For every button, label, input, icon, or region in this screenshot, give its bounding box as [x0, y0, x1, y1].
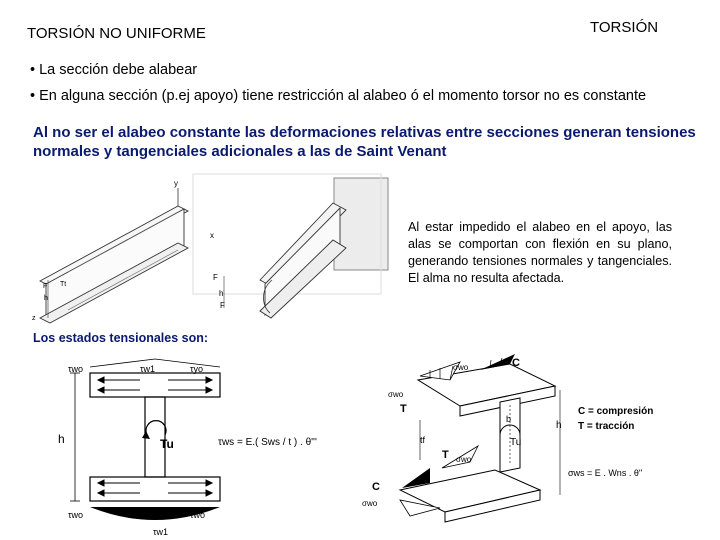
shear-formula: τws = E.( Sws / t ) . θ'''	[218, 437, 317, 448]
label-tf: tf	[420, 435, 426, 445]
header-right-title: TORSIÓN	[590, 19, 659, 36]
label-z: z	[32, 315, 36, 322]
bullet-alabeo: • La sección debe alabear	[30, 62, 198, 78]
label-F: F	[213, 273, 218, 282]
label-T-mid: T	[442, 449, 449, 461]
top-flange	[90, 373, 220, 397]
header-left-title: TORSIÓN NO UNIFORME	[27, 25, 206, 42]
label-f: F	[220, 301, 225, 310]
label-C-bot: C	[372, 481, 380, 493]
label-b: b	[506, 414, 512, 424]
label-h: h	[58, 432, 65, 446]
label-F-left: F	[43, 283, 48, 290]
label-h-left: h	[44, 295, 48, 302]
side-note: Al estar impedido el alabeo en el apoyo, las alas se comportan con flexión en su plano, generando tensiones normales y tangenciales. El alma no resulta afectada.	[408, 220, 672, 285]
label-tau-wo-top: τwo	[68, 364, 84, 374]
highlight-paragraph: Al no ser el alabeo constante las deformaciones relativas entre secciones generan tensiones normales y tangenciales adicionales a las de Saint Venant	[33, 124, 696, 160]
bottom-flange	[90, 477, 220, 501]
label-tau-wo-bot: τwo	[68, 510, 84, 520]
label-h: h	[219, 289, 224, 298]
axis-y-label: y	[174, 179, 178, 188]
label-Tu: Tu	[510, 437, 522, 448]
label-sigma-wo-top: σwo	[453, 363, 469, 372]
normal-stress-diagram	[360, 350, 716, 538]
label-h: h	[556, 420, 562, 431]
bullet-restriccion: • En alguna sección (p.ej apoyo) tiene restricción al alabeo ó el momento torsor no es constante	[30, 88, 647, 104]
label-T-top: T	[400, 403, 407, 415]
label-Tt: Tt	[60, 281, 67, 288]
label-Tu: Tu	[160, 437, 174, 451]
label-sigma-wo-bot: σwo	[362, 499, 378, 508]
support-wall	[334, 178, 388, 270]
label-tau-yo: τyo	[190, 364, 204, 374]
axis-x-label: x	[210, 231, 214, 240]
label-tau-wo-bot2: τwo	[190, 510, 206, 520]
beam-diagram	[28, 168, 400, 328]
label-tau-w1-bot: τw1	[153, 527, 169, 537]
states-label: Los estados tensionales son:	[33, 331, 209, 345]
label-sigma-wo-low: σwo	[456, 455, 472, 464]
legend-traccion: T = tracción	[578, 421, 635, 432]
normal-formula: σws = E . Wns . θ''	[568, 468, 643, 478]
label-C-top: C	[512, 357, 520, 369]
label-tau-w1: τw1	[140, 364, 156, 374]
legend-compresion: C = compresión	[578, 406, 654, 417]
label-sigma-wo-mid: σwo	[388, 390, 404, 399]
shear-stress-diagram	[40, 355, 360, 537]
